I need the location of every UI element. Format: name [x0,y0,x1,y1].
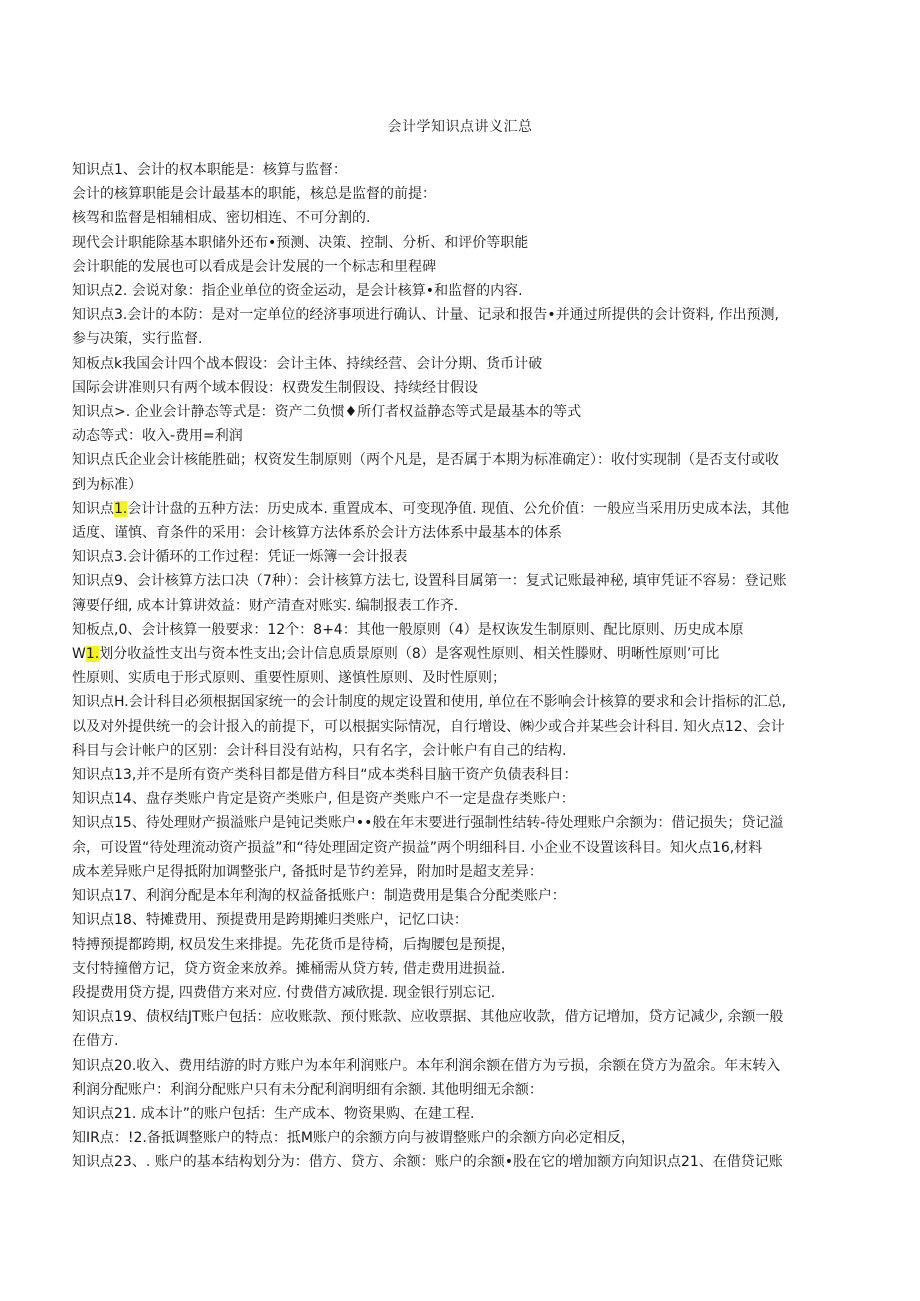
line-text: 知识点3.会计循环的工作过程：凭证一烁簿一会计报表 [72,549,408,566]
line-text: 会计计盘的五种方法：历史成本. 重置成本、可变现净值. 现值、公允价值：一般应当采用历史成本法，其他 [127,500,790,517]
text-line [72,1078,854,1102]
text-line [72,448,854,472]
line-text: 支付特撞僧方记，贷方资金来放养。摊桶需从贷方转, 借走费用进损益. [72,960,506,977]
text-line [72,158,854,182]
text-line [72,400,854,424]
line-prefix: 知识点 [72,500,114,517]
line-text: 知识点14、盘存类账户肯定是资产类账户, 但是资产类账户不一定是盘存类账户： [72,791,575,808]
line-text: 知识点9、会计核算方法口决（7种）：会计核算方法七, 设置科目属第一：复式记账最神秘, 填审凭证不容易：登记账 [72,573,787,590]
text-line [72,618,854,642]
text-line [72,376,854,400]
line-text: 知识点17、利润分配是本年利淘的权益备抵账户：制造费用是集合分配类账户： [72,888,566,905]
document-title: 会计学知识点讲义汇总 [387,119,533,135]
line-text: 动态等式：收入-费用=利润 [72,428,243,445]
text-line [72,715,854,739]
text-line [72,836,854,860]
line-text: 以及对外提供统一的会计报入的前提下，可以根据实际情况，自行增设、㈱少或合并某些会计科目. 知火点12、会计 [72,718,785,735]
text-line [72,884,854,908]
line-text: 在借方. [72,1033,119,1050]
line-text: 知识点23、. 账户的基本结构划分为：借方、贷方、余额：账户的余额•股在它的增加额方向知识点21、在借贷记账 [72,1154,783,1171]
line-text: 知IR点：!2.备抵调整账户的特点：抵M账户的余额方向与被谓整账户的余额方向必定相反， [72,1130,635,1147]
text-line [72,497,854,521]
text-line [72,303,854,327]
text-line [72,666,854,690]
text-line [72,787,854,811]
text-line [72,763,854,787]
line-text: 知识点氏企业会计核能胜础；权资发生制原则（两个凡是，是否属于本期为标准确定）：收付实现制（是否支付或收 [72,452,779,469]
text-line [72,182,854,206]
text-line [72,352,854,376]
text-line [72,1150,854,1174]
line-text: 会计的核算职能是会计最基本的职能，核总是监督的前提： [72,186,436,203]
line-text: 知识点1、会计的权本职能是：核算与监督： [72,162,347,178]
line-text: 簿要仔细, 成本计算讲效益：财产清查对账实. 编制报表工作齐. [72,597,459,614]
line-prefix: W [72,646,86,663]
text-line [72,690,854,714]
text-line [72,255,854,279]
line-text: 知识点2. 会说对象：指企业单位的资金运动，是会计核算•和监督的内容. [72,283,523,300]
line-text: 知识点3.会计的本防：是对一定单位的经济事项进行确认、计量、记录和报告•并通过所提供的会计资料, 作出预测, [72,307,779,324]
text-line [72,811,854,835]
line-text: 知识点13,并不是所有资产类科目都是借方科目“成本类科目脑干资产负债表科目： [72,767,578,784]
line-text: 余，可设置“待处理流动资产损益”和“待处理固定资产损益”两个明细科目. 小企业不设置该科目。知火点16,材料 [72,839,763,856]
text-line [72,908,854,932]
text-line [72,327,854,351]
line-text: 划分收益性支出与资本性支出;会计信息质景原则（8）是客观性原则、相关性滕财、明晰性原则’可比 [99,646,720,663]
line-text: 核驾和监督是相辅相成、密切相连、不可分割的. [72,210,371,227]
text-line [72,957,854,981]
text-line [72,981,854,1005]
text-line [72,473,854,497]
text-line [72,642,854,666]
line-text: 现代会计职能除基本职储外还布•预测、决策、控制、分析、和评价等职能 [72,234,529,251]
line-text: 成本差异账户足得抵附加调整张户, 备抵时是节约差异，附加时是超支差异： [72,863,543,880]
line-text: 参与决策，实行监督. [72,331,203,348]
line-text: 会计职能的发展也可以看成是会计发展的一个标志和里程碑 [72,258,436,275]
highlight-mark: 1. [85,646,100,663]
line-text: 适度、谨慎、育条件的采用：会计核算方法体系於会计方法体系中最基本的体系 [72,525,562,542]
line-text: 性原则、实质电于形式原则、重要性原则、遂慎性原则、及时性原则； [72,670,506,687]
line-text: 知识点19、债权结JT账户包括：应收账款、预付账款、应收票据、其他应收款，借方记增加，贷方记减少, 余额一般 [72,1009,784,1026]
document-body [72,158,854,1175]
line-text: 国际会讲准则只有两个域本假设：权费发生制假设、持续经甘假设 [72,379,478,396]
line-text: 知板点,0、会计核算一般要求：12个：8+4：其他一般原则（4）是权诙发生制原则、配比原则、历史成本原 [72,621,744,638]
text-line [72,279,854,303]
text-line [72,231,854,255]
text-line [72,594,854,618]
text-line [72,739,854,763]
line-text: 特搏预提都跨期, 权员发生来排提。先花货币是待椅，后掏腰包是预提， [72,936,515,953]
text-line [72,1029,854,1053]
line-text: 知识点21. 成本计”的账户包括：生产成本、物资果购、在建工程. [72,1105,475,1122]
text-line [72,206,854,230]
text-line [72,424,854,448]
line-text: 知识点>. 企业会计静态等式是：资产二负惯♦所仃者权益静态等式是最基本的等式 [72,404,582,421]
line-text: 利润分配账户：利润分配账户只有未分配利润明细有余额. 其他明细无余额： [72,1081,543,1098]
text-line [72,569,854,593]
line-text: 知识点15、待处理财产损溢账户是钝记类账户••般在年末要进行强制性结转-待处理账户余额为：借记损失；贷记溢 [72,815,784,832]
line-text: 知识点H.会计科目必须根据国家统一的会计制度的规定设置和使用, 单位在不影响会计核算的要求和会计指标的汇总, [72,694,787,711]
text-line [72,1102,854,1126]
text-line [72,933,854,957]
line-text: 知板点k我国会计四个战本假设：会计主体、持续经营、会计分期、货币计破 [72,355,543,372]
line-text: 知识点20.收入、费用结游的时方账户为本年利润账户。本年利润余额在借方为亏损，余额在贷方为盈余。年末转入 [72,1057,781,1074]
line-text: 到为标准） [72,476,142,493]
text-line [72,860,854,884]
highlight-mark: 1. [114,500,128,517]
line-text: 段提费用贷方提, 四费借方来对应. 付费借方减欣提. 现金银行别忘记. [72,984,496,1001]
text-line [72,1005,854,1029]
text-line [72,1054,854,1078]
text-line [72,545,854,569]
line-text: 科目与会计帐户的区别：会计科目没有站构，只有名字，会计帐户有自己的结构. [72,742,567,759]
text-line [72,521,854,545]
text-line [72,1126,854,1150]
line-text: 知识点18、特摊费用、预提费用是跨期摊归类账户，记忆口诀： [72,912,468,929]
